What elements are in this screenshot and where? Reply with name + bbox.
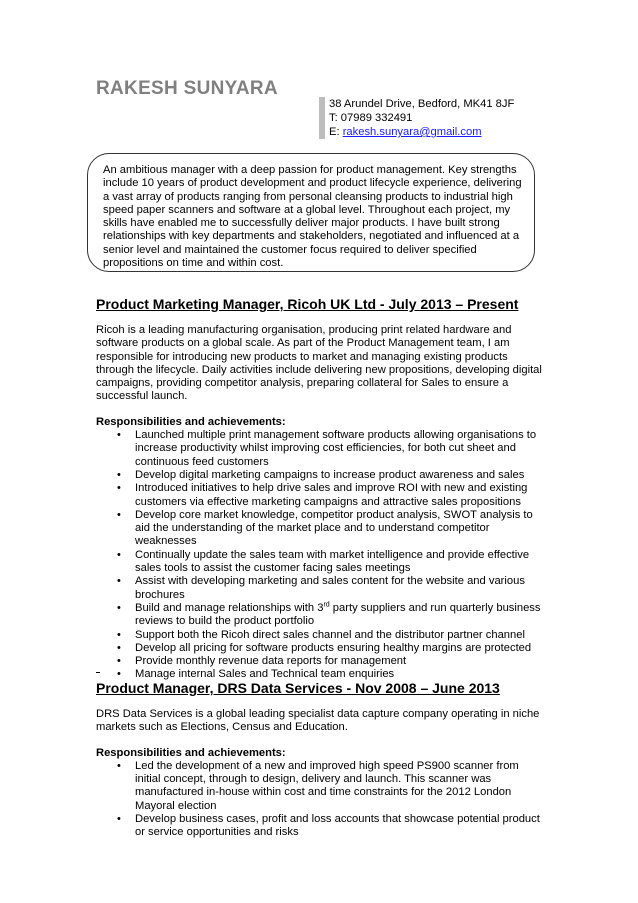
list-item: • Launched multiple print management software products allowing organisations to increase productivity whilst improving cost efficiencies, for both cut sheet and continuous feed customers (117, 429, 537, 468)
list-item: • Led the development of a new and improved high speed PS900 scanner from initial concept, through to design, delivery and launch. This scanner was manufactured in-house within cost and time constraints for the 2012 London Mayoral election (117, 759, 519, 812)
profile-summary-box (87, 153, 535, 272)
job-title: Product Manager, DRS Data Services - Nov 2008 – June 2013 (96, 680, 500, 696)
list-item: • Provide monthly revenue data reports for management (117, 655, 407, 668)
responsibilities-heading: Responsibilities and achievements: (96, 746, 286, 759)
job-description: DRS Data Services is a global leading specialist data capture company operating in niche markets such as Elections, Census and Education. (96, 708, 540, 734)
job-ricoh (96, 296, 546, 682)
list-item: • Support both the Ricoh direct sales channel and the distributor partner channel (117, 628, 525, 641)
list-item: • Build and manage relationships with 3rd party suppliers and run quarterly business reviews to build the product portfolio (117, 601, 541, 628)
list-item: • Continually update the sales team with market intelligence and provide effective sales tools to assist the customer facing sales meetings (117, 548, 530, 575)
contact-block (319, 97, 514, 139)
responsibilities-list (96, 760, 546, 840)
list-item: • Develop core market knowledge, competitor product analysis, SWOT analysis to aid the understanding of the market place and to understand competitor weaknesses (117, 508, 533, 548)
list-item: • Introduced initiatives to help drive sales and improve ROI with new and existing customers via effective marketing campaigns and attractive sales propositions (117, 482, 528, 508)
list-item: • Develop digital marketing campaigns to increase product awareness and sales (117, 468, 525, 481)
address-line: 38 Arundel Drive, Bedford, MK41 8JF (329, 98, 515, 110)
responsibilities-heading: Responsibilities and achievements: (96, 415, 286, 428)
email-prefix: E: (329, 126, 343, 138)
candidate-name: RAKESH SUNYARA (96, 78, 278, 99)
list-item: • Develop business cases, profit and loss accounts that showcase potential product or service opportunities and risks (117, 813, 540, 839)
phone-line: T: 07989 332491 (329, 112, 413, 124)
list-item: • Assist with developing marketing and sales content for the website and various brochures (117, 575, 525, 601)
list-item: • Manage internal Sales and Technical team enquiries (117, 668, 395, 681)
responsibilities-list (96, 429, 546, 682)
job-description: Ricoh is a leading manufacturing organisation, producing print related hardware and software products on a global scale. As part of the Product Management team, I am responsible for introducing new products to market and managing existing products through the lifecycle. Daily activities include delivering new propositions, developing digital campaigns, providing competitor analysis, preparing collateral for Sales to ensure a successful launch. (96, 324, 542, 403)
profile-summary-text: An ambitious manager with a deep passion for product management. Key strengths include 10 years of product development and product lifecycle experience, delivering a vast array of products ranging from personal cleansing products to industrial high speed paper scanners and software at a global level. Throughout each project, my skills have enabled me to successfully deliver major products. I have built strong relationships with key departments and stakeholders, negotiated and influenced at a senior level and maintained the customer focus required to deliver specified propositions on time and within cost. (103, 164, 522, 270)
stray-mark (96, 672, 100, 673)
job-title: Product Marketing Manager, Ricoh UK Ltd - July 2013 – Present (96, 296, 519, 312)
email-line (329, 125, 514, 139)
list-item: • Develop all pricing for software products ensuring healthy margins are protected (117, 641, 532, 654)
email-link[interactable]: rakesh.sunyara@gmail.com (342, 126, 482, 138)
job-drs (96, 680, 546, 840)
